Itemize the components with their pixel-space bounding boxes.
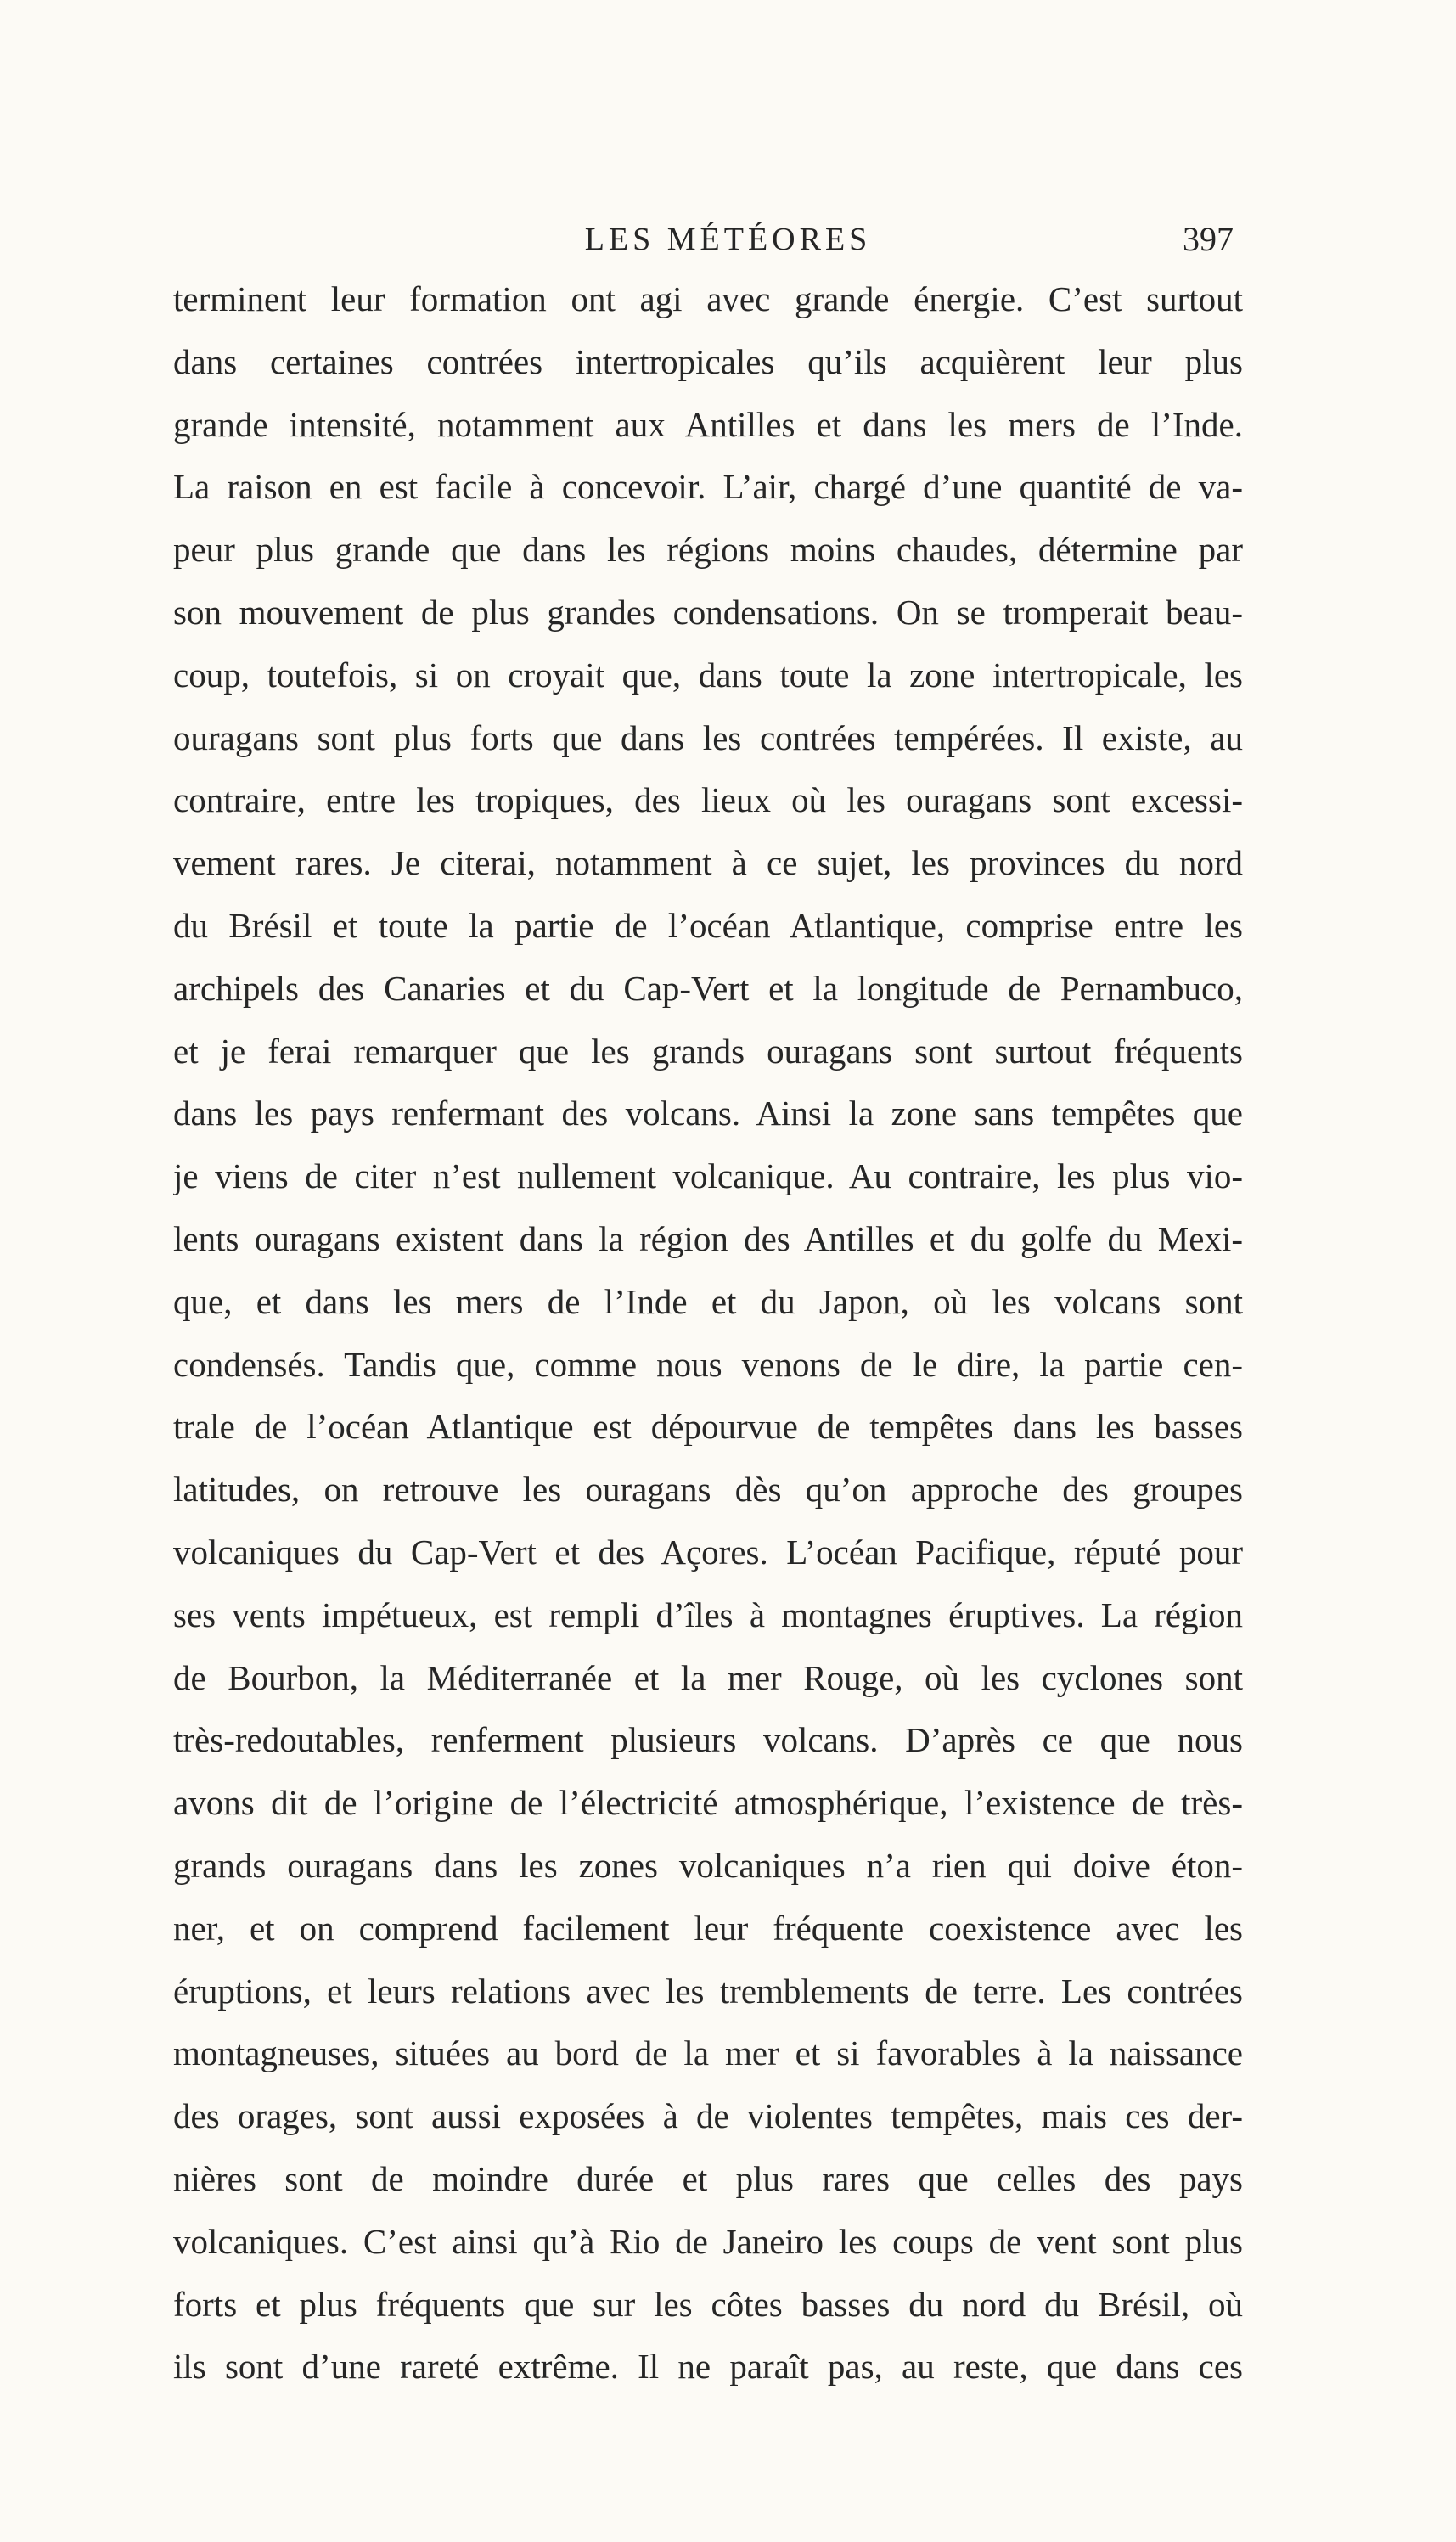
running-head	[0, 214, 1456, 265]
text-line: je viens de citer n’est nullement volcanique. Au contraire, les plus vio-	[173, 1156, 1243, 1196]
body-text	[173, 268, 1243, 2399]
text-line: nières sont de moindre durée et plus rares que celles des pays	[173, 2158, 1243, 2198]
text-line: éruptions, et leurs relations avec les tremblements de terre. Les contrées	[173, 1971, 1243, 2011]
text-line: latitudes, on retrouve les ouragans dès qu’on approche des groupes	[173, 1470, 1243, 1510]
text-line: terminent leur formation ont agi avec grande énergie. C’est surtout	[173, 279, 1243, 318]
text-line: son mouvement de plus grandes condensations. On se tromperait beau-	[173, 592, 1243, 632]
text-line: des orages, sont aussi exposées à de violentes tempêtes, mais ces der-	[173, 2096, 1243, 2136]
text-line: condensés. Tandis que, comme nous venons de le dire, la partie cen-	[173, 1344, 1243, 1384]
text-line: grande intensité, notamment aux Antilles et dans les mers de l’Inde.	[173, 404, 1243, 444]
text-line: La raison en est facile à concevoir. L’air, chargé d’une quantité de va-	[173, 467, 1243, 507]
text-line: de Bourbon, la Méditerranée et la mer Rouge, où les cyclones sont	[173, 1657, 1243, 1697]
text-line: volcaniques du Cap-Vert et des Açores. L’océan Pacifique, réputé pour	[173, 1532, 1243, 1572]
text-line: peur plus grande que dans les régions moins chaudes, détermine par	[173, 530, 1243, 570]
text-line: lents ouragans existent dans la région des Antilles et du golfe du Mexi-	[173, 1218, 1243, 1258]
text-line: ses vents impétueux, est rempli d’îles à montagnes éruptives. La région	[173, 1594, 1243, 1634]
text-line: grands ouragans dans les zones volcaniques n’a rien qui doive éton-	[173, 1845, 1243, 1885]
running-title: LES MÉTÉORES	[584, 222, 872, 257]
text-line: coup, toutefois, si on croyait que, dans toute la zone intertropicale, les	[173, 655, 1243, 695]
text-line: forts et plus fréquents que sur les côtes basses du nord du Brésil, où	[173, 2284, 1243, 2324]
text-line: dans certaines contrées intertropicales qu’ils acquièrent leur plus	[173, 341, 1243, 381]
text-line: et je ferai remarquer que les grands ouragans sont surtout fréquents	[173, 1031, 1243, 1071]
text-line: ner, et on comprend facilement leur fréquente coexistence avec les	[173, 1908, 1243, 1948]
text-line: du Brésil et toute la partie de l’océan Atlantique, comprise entre les	[173, 905, 1243, 945]
text-line: dans les pays renfermant des volcans. Ainsi la zone sans tempêtes que	[173, 1094, 1243, 1133]
text-line: contraire, entre les tropiques, des lieux où les ouragans sont excessi-	[173, 780, 1243, 820]
page-number: 397	[1183, 220, 1234, 258]
text-line: ouragans sont plus forts que dans les contrées tempérées. Il existe, au	[173, 717, 1243, 757]
text-line: ils sont d’une rareté extrême. Il ne paraît pas, au reste, que dans ces	[173, 2347, 1243, 2387]
text-line: très-redoutables, renferment plusieurs volcans. D’après ce que nous	[173, 1720, 1243, 1760]
text-line: vement rares. Je citerai, notamment à ce sujet, les provinces du nord	[173, 843, 1243, 883]
text-line: que, et dans les mers de l’Inde et du Japon, où les volcans sont	[173, 1281, 1243, 1321]
text-line: trale de l’océan Atlantique est dépourvue de tempêtes dans les basses	[173, 1407, 1243, 1447]
text-line: montagneuses, situées au bord de la mer et si favorables à la naissance	[173, 2033, 1243, 2073]
text-line: archipels des Canaries et du Cap-Vert et la longitude de Pernambuco,	[173, 968, 1243, 1008]
text-line: volcaniques. C’est ainsi qu’à Rio de Janeiro les coups de vent sont plus	[173, 2221, 1243, 2261]
text-line: avons dit de l’origine de l’électricité atmosphérique, l’existence de très-	[173, 1783, 1243, 1823]
